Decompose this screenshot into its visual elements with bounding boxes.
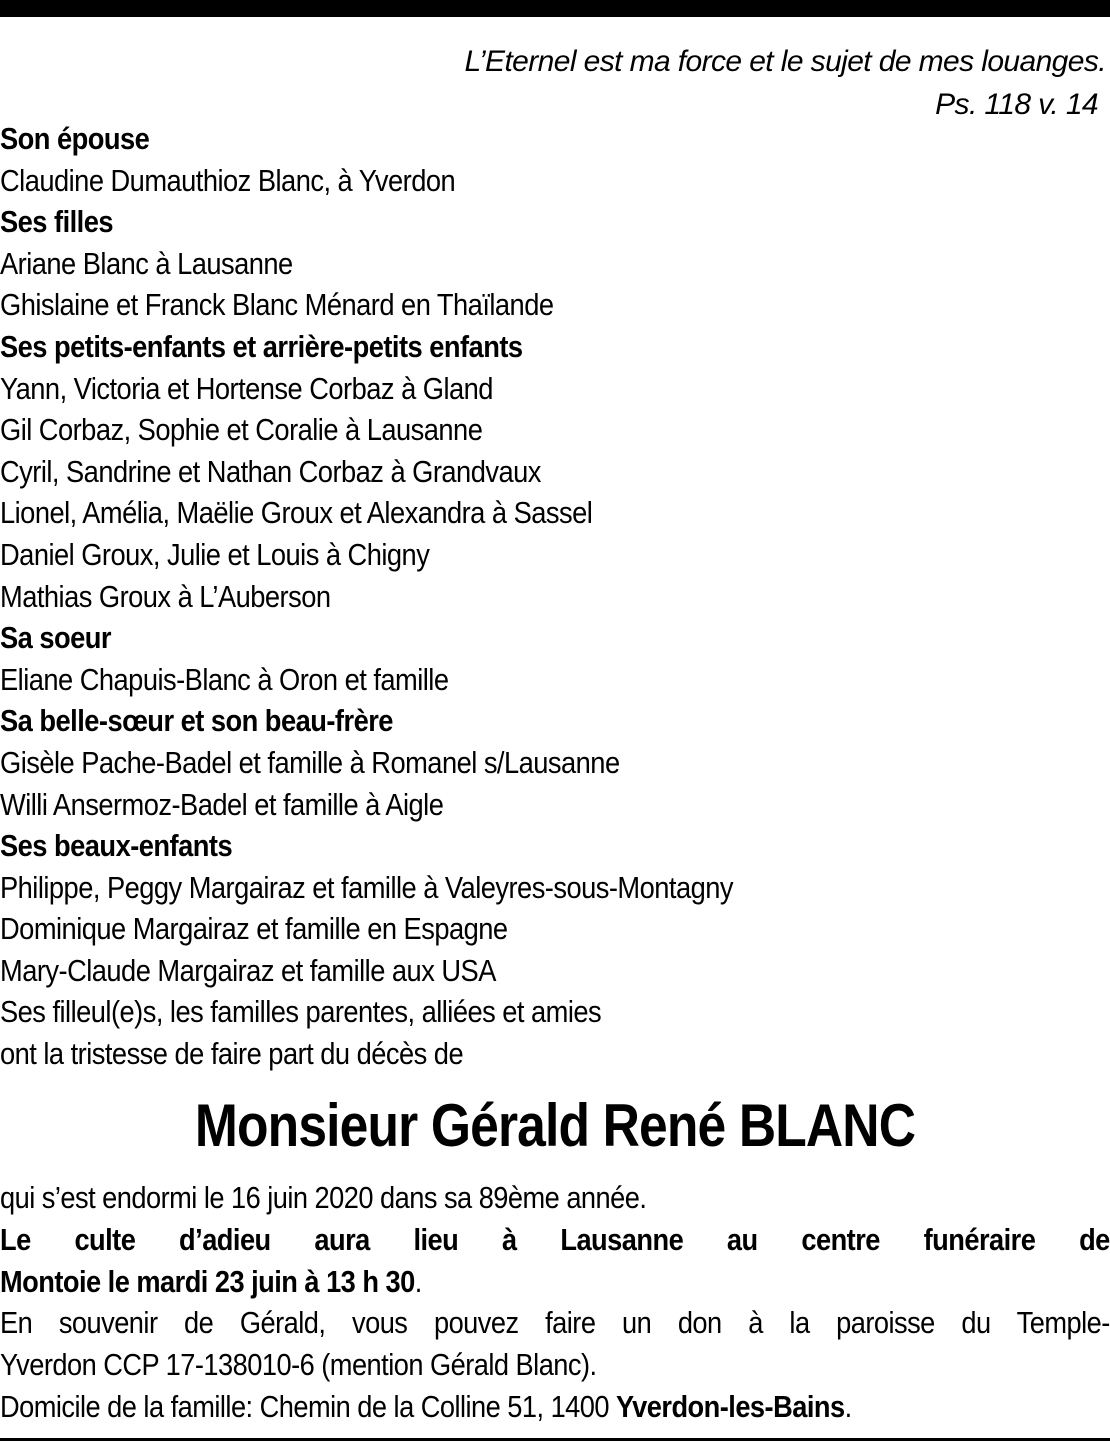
family-line: Dominique Margairaz et famille en Espagne — [0, 911, 508, 947]
top-rule — [0, 0, 1110, 17]
domicile-address: Domicile de la famille: Chemin de la Colline 51, 1400 — [0, 1388, 617, 1424]
family-line: ont la tristesse de faire part du décès de — [0, 1036, 464, 1072]
heading-grandchildren: Ses petits-enfants et arrière-petits enfants — [0, 328, 523, 364]
ceremony-line — [0, 1261, 1110, 1303]
deceased-name: Monsieur Gérald René BLANC — [194, 1092, 916, 1159]
heading-in-laws: Sa belle-sœur et son beau-frère — [0, 703, 393, 739]
donation-line: En souvenir de Gérald, vous pouvez faire un don à la paroisse du Temple- — [0, 1305, 1110, 1341]
family-line: Daniel Groux, Julie et Louis à Chigny — [0, 536, 430, 572]
passing-line: qui s’est endormi le 16 juin 2020 dans sa 89ème année. — [0, 1180, 647, 1215]
family-line: Eliane Chapuis-Blanc à Oron et famille — [0, 661, 449, 697]
family-line: Ariane Blanc à Lausanne — [0, 245, 293, 281]
family-line: Gil Corbaz, Sophie et Coralie à Lausanne — [0, 412, 483, 448]
family-line: Philippe, Peggy Margairaz et famille à Valeyres-sous-Montagny — [0, 869, 734, 905]
domicile-city: Yverdon-les-Bains — [616, 1388, 845, 1424]
heading-spouse: Son épouse — [0, 121, 150, 156]
family-line: Mary-Claude Margairaz et famille aux USA — [0, 952, 496, 988]
ceremony-line: Le culte d’adieu aura lieu à Lausanne au centre funéraire de — [0, 1221, 1110, 1257]
quote-text: L’Eternel est ma force et le sujet de mes louanges. — [464, 45, 1106, 78]
heading-stepchildren: Ses beaux-enfants — [0, 828, 233, 864]
domicile-line — [0, 1386, 1110, 1428]
family-line: Gisèle Pache-Badel et famille à Romanel s/Lausanne — [0, 744, 620, 780]
family-line: Yann, Victoria et Hortense Corbaz à Gland — [0, 370, 493, 406]
donation-line: Yverdon CCP 17-138010-6 (mention Gérald Blanc). — [0, 1347, 597, 1383]
family-line: Mathias Groux à L’Auberson — [0, 578, 331, 614]
family-line: Claudine Dumauthioz Blanc, à Yverdon — [0, 162, 456, 198]
bible-quote — [465, 40, 1106, 126]
domicile-period: . — [844, 1388, 852, 1424]
ceremony-date: Montoie le mardi 23 juin à 13 h 30 — [0, 1263, 415, 1299]
ceremony-period: . — [414, 1263, 422, 1299]
family-line: Willi Ansermoz-Badel et famille à Aigle — [0, 786, 444, 822]
family-list — [0, 118, 977, 1075]
family-line: Ses filleul(e)s, les familles parentes, alliées et amies — [0, 994, 602, 1030]
closing-text — [0, 1177, 1110, 1428]
bottom-rule — [0, 1438, 1110, 1441]
family-line: Lionel, Amélia, Maëlie Groux et Alexandra à Sassel — [0, 495, 593, 531]
heading-sister: Sa soeur — [0, 620, 112, 656]
heading-daughters: Ses filles — [0, 204, 114, 240]
quote-reference: Ps. 118 v. 14 — [935, 88, 1098, 121]
family-line: Ghislaine et Franck Blanc Ménard en Thaïlande — [0, 287, 554, 323]
family-line: Cyril, Sandrine et Nathan Corbaz à Grandvaux — [0, 453, 541, 489]
